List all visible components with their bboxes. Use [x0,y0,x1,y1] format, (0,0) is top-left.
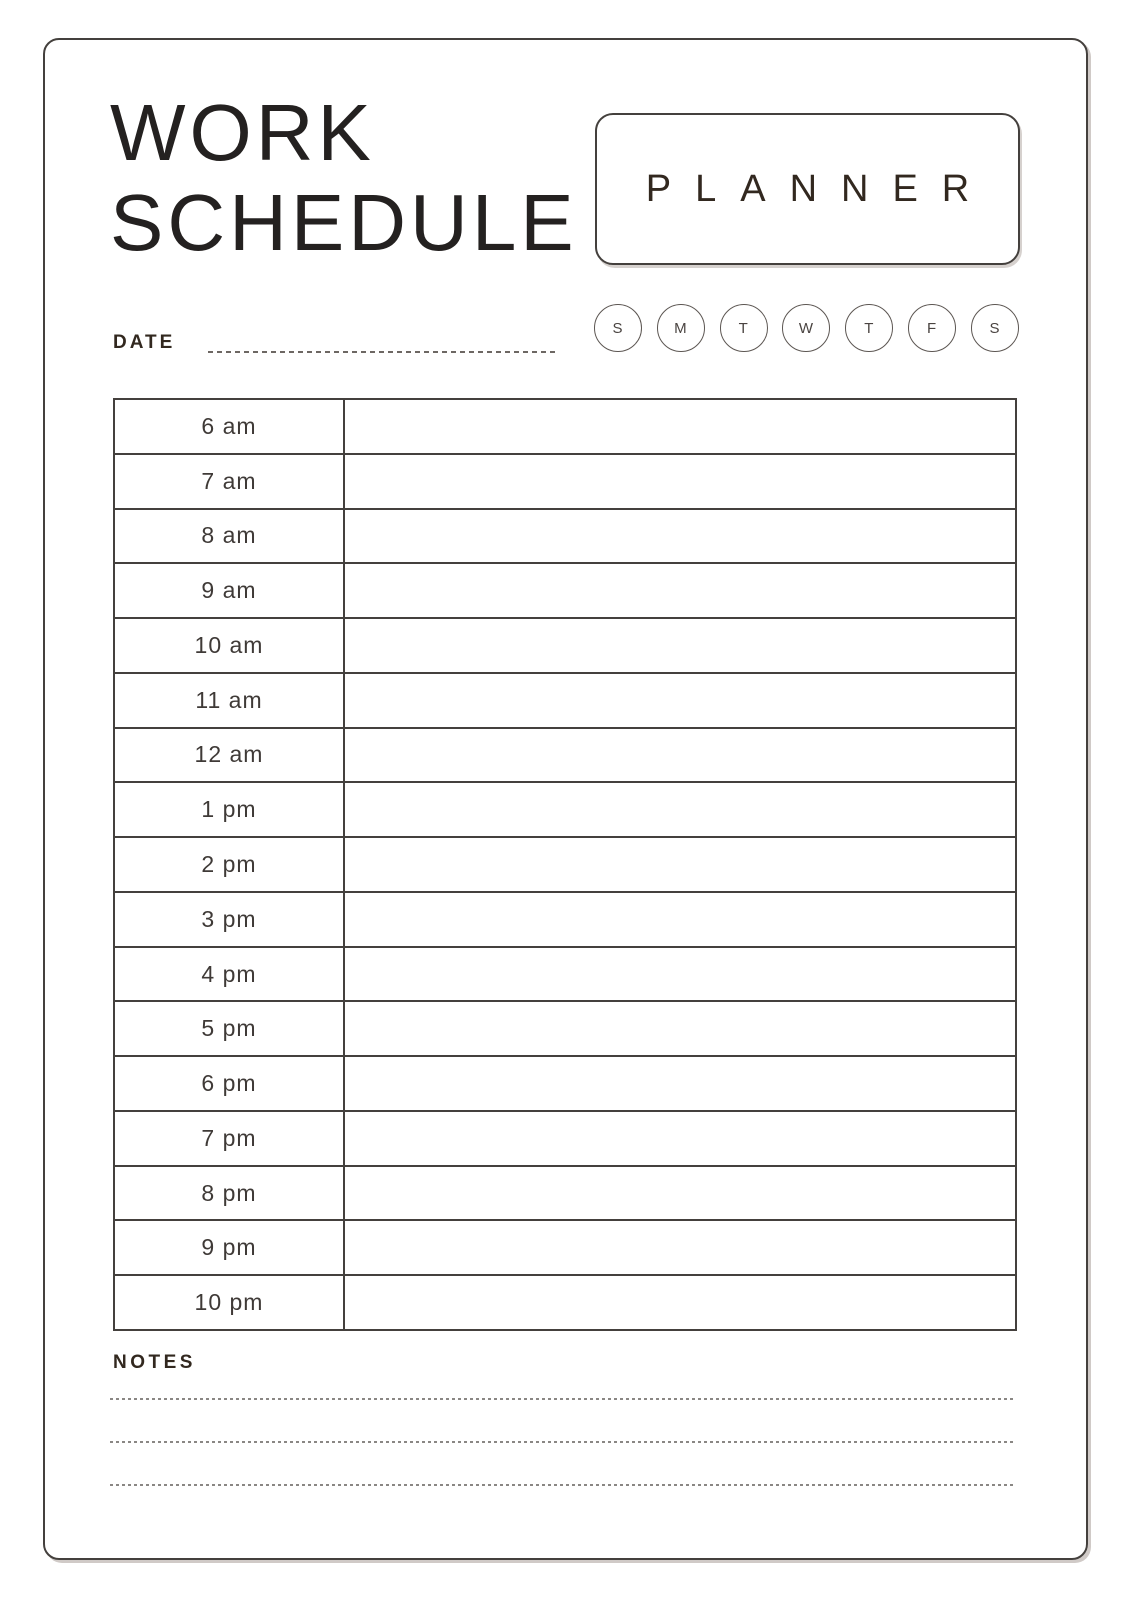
time-cell [115,1112,345,1165]
time-label: 3 pm [201,905,257,932]
notes-section [110,1398,1015,1527]
schedule-entry-cell[interactable] [345,455,1015,508]
day-circle[interactable] [971,304,1019,352]
table-row [115,781,1015,836]
schedule-entry-cell[interactable] [345,948,1015,1001]
time-cell [115,1167,345,1220]
time-cell [115,619,345,672]
notes-line[interactable] [110,1441,1015,1443]
schedule-entry-cell[interactable] [345,1276,1015,1329]
schedule-entry-cell[interactable] [345,729,1015,782]
time-label: 10 pm [194,1289,264,1316]
table-row [115,836,1015,891]
table-row [115,617,1015,672]
schedule-entry-cell[interactable] [345,564,1015,617]
schedule-entry-cell[interactable] [345,838,1015,891]
time-cell [115,510,345,563]
date-section [113,332,175,354]
table-row [115,727,1015,782]
schedule-entry-cell[interactable] [345,783,1015,836]
time-label: 8 pm [201,1179,257,1206]
day-circle-label: W [798,319,815,337]
table-row [115,562,1015,617]
day-circle[interactable] [845,304,893,352]
table-row [115,891,1015,946]
time-cell [115,893,345,946]
time-cell [115,564,345,617]
title-line-2: SCHEDULE [110,178,578,267]
schedule-entry-cell[interactable] [345,1167,1015,1220]
time-cell [115,455,345,508]
schedule-entry-cell[interactable] [345,1057,1015,1110]
date-input-line[interactable] [208,350,558,353]
schedule-entry-cell[interactable] [345,619,1015,672]
time-cell [115,1221,345,1274]
time-cell [115,400,345,453]
table-row [115,946,1015,1001]
table-row [115,400,1015,453]
table-row [115,508,1015,563]
time-cell [115,1057,345,1110]
schedule-table [113,398,1017,1331]
notes-line[interactable] [110,1398,1015,1400]
table-row [115,1274,1015,1329]
time-cell [115,838,345,891]
table-row [115,453,1015,508]
table-row [115,1110,1015,1165]
time-label: 11 am [195,686,263,713]
time-label: 9 pm [201,1234,257,1261]
time-label: 5 pm [201,1015,257,1042]
time-label: 1 pm [201,796,257,823]
day-circle[interactable] [594,304,642,352]
day-circle-label: S [989,319,1001,337]
time-label: 7 pm [201,1124,257,1151]
table-row [115,672,1015,727]
time-cell [115,729,345,782]
title-line-1: WORK [110,88,375,177]
time-cell [115,674,345,727]
time-cell [115,1276,345,1329]
time-label: 12 am [194,741,264,768]
schedule-entry-cell[interactable] [345,1221,1015,1274]
schedule-entry-cell[interactable] [345,674,1015,727]
schedule-entry-cell[interactable] [345,400,1015,453]
time-label: 7 am [201,467,257,494]
day-circle-label: T [738,319,749,337]
schedule-entry-cell[interactable] [345,510,1015,563]
time-label: 8 am [201,522,257,549]
time-label: 2 pm [201,851,257,877]
time-cell [115,783,345,836]
planner-badge-label: PLANNER [645,167,994,210]
table-row [115,1055,1015,1110]
notes-line[interactable] [110,1484,1015,1486]
planner-badge [595,113,1020,265]
time-label: 9 am [201,577,257,604]
day-circle-label: S [612,319,624,337]
schedule-entry-cell[interactable] [345,1002,1015,1055]
day-circle-label: T [864,319,875,337]
week-days-row [594,303,1019,353]
day-circle[interactable] [908,304,956,352]
schedule-entry-cell[interactable] [345,1112,1015,1165]
time-label: 4 pm [201,960,257,987]
day-circle[interactable] [720,304,768,352]
table-row [115,1219,1015,1274]
time-label: 6 pm [201,1070,257,1097]
notes-label: NOTES [113,1352,196,1373]
time-label: 10 am [194,631,264,658]
time-label: 6 am [201,412,257,439]
time-cell [115,1002,345,1055]
day-circle-label: M [674,319,688,337]
day-circle-label: F [927,319,938,337]
time-cell [115,948,345,1001]
date-label: DATE [113,332,176,353]
page-title [110,88,578,268]
day-circle[interactable] [782,304,830,352]
table-row [115,1165,1015,1220]
day-circle[interactable] [657,304,705,352]
schedule-entry-cell[interactable] [345,893,1015,946]
table-row [115,1000,1015,1055]
